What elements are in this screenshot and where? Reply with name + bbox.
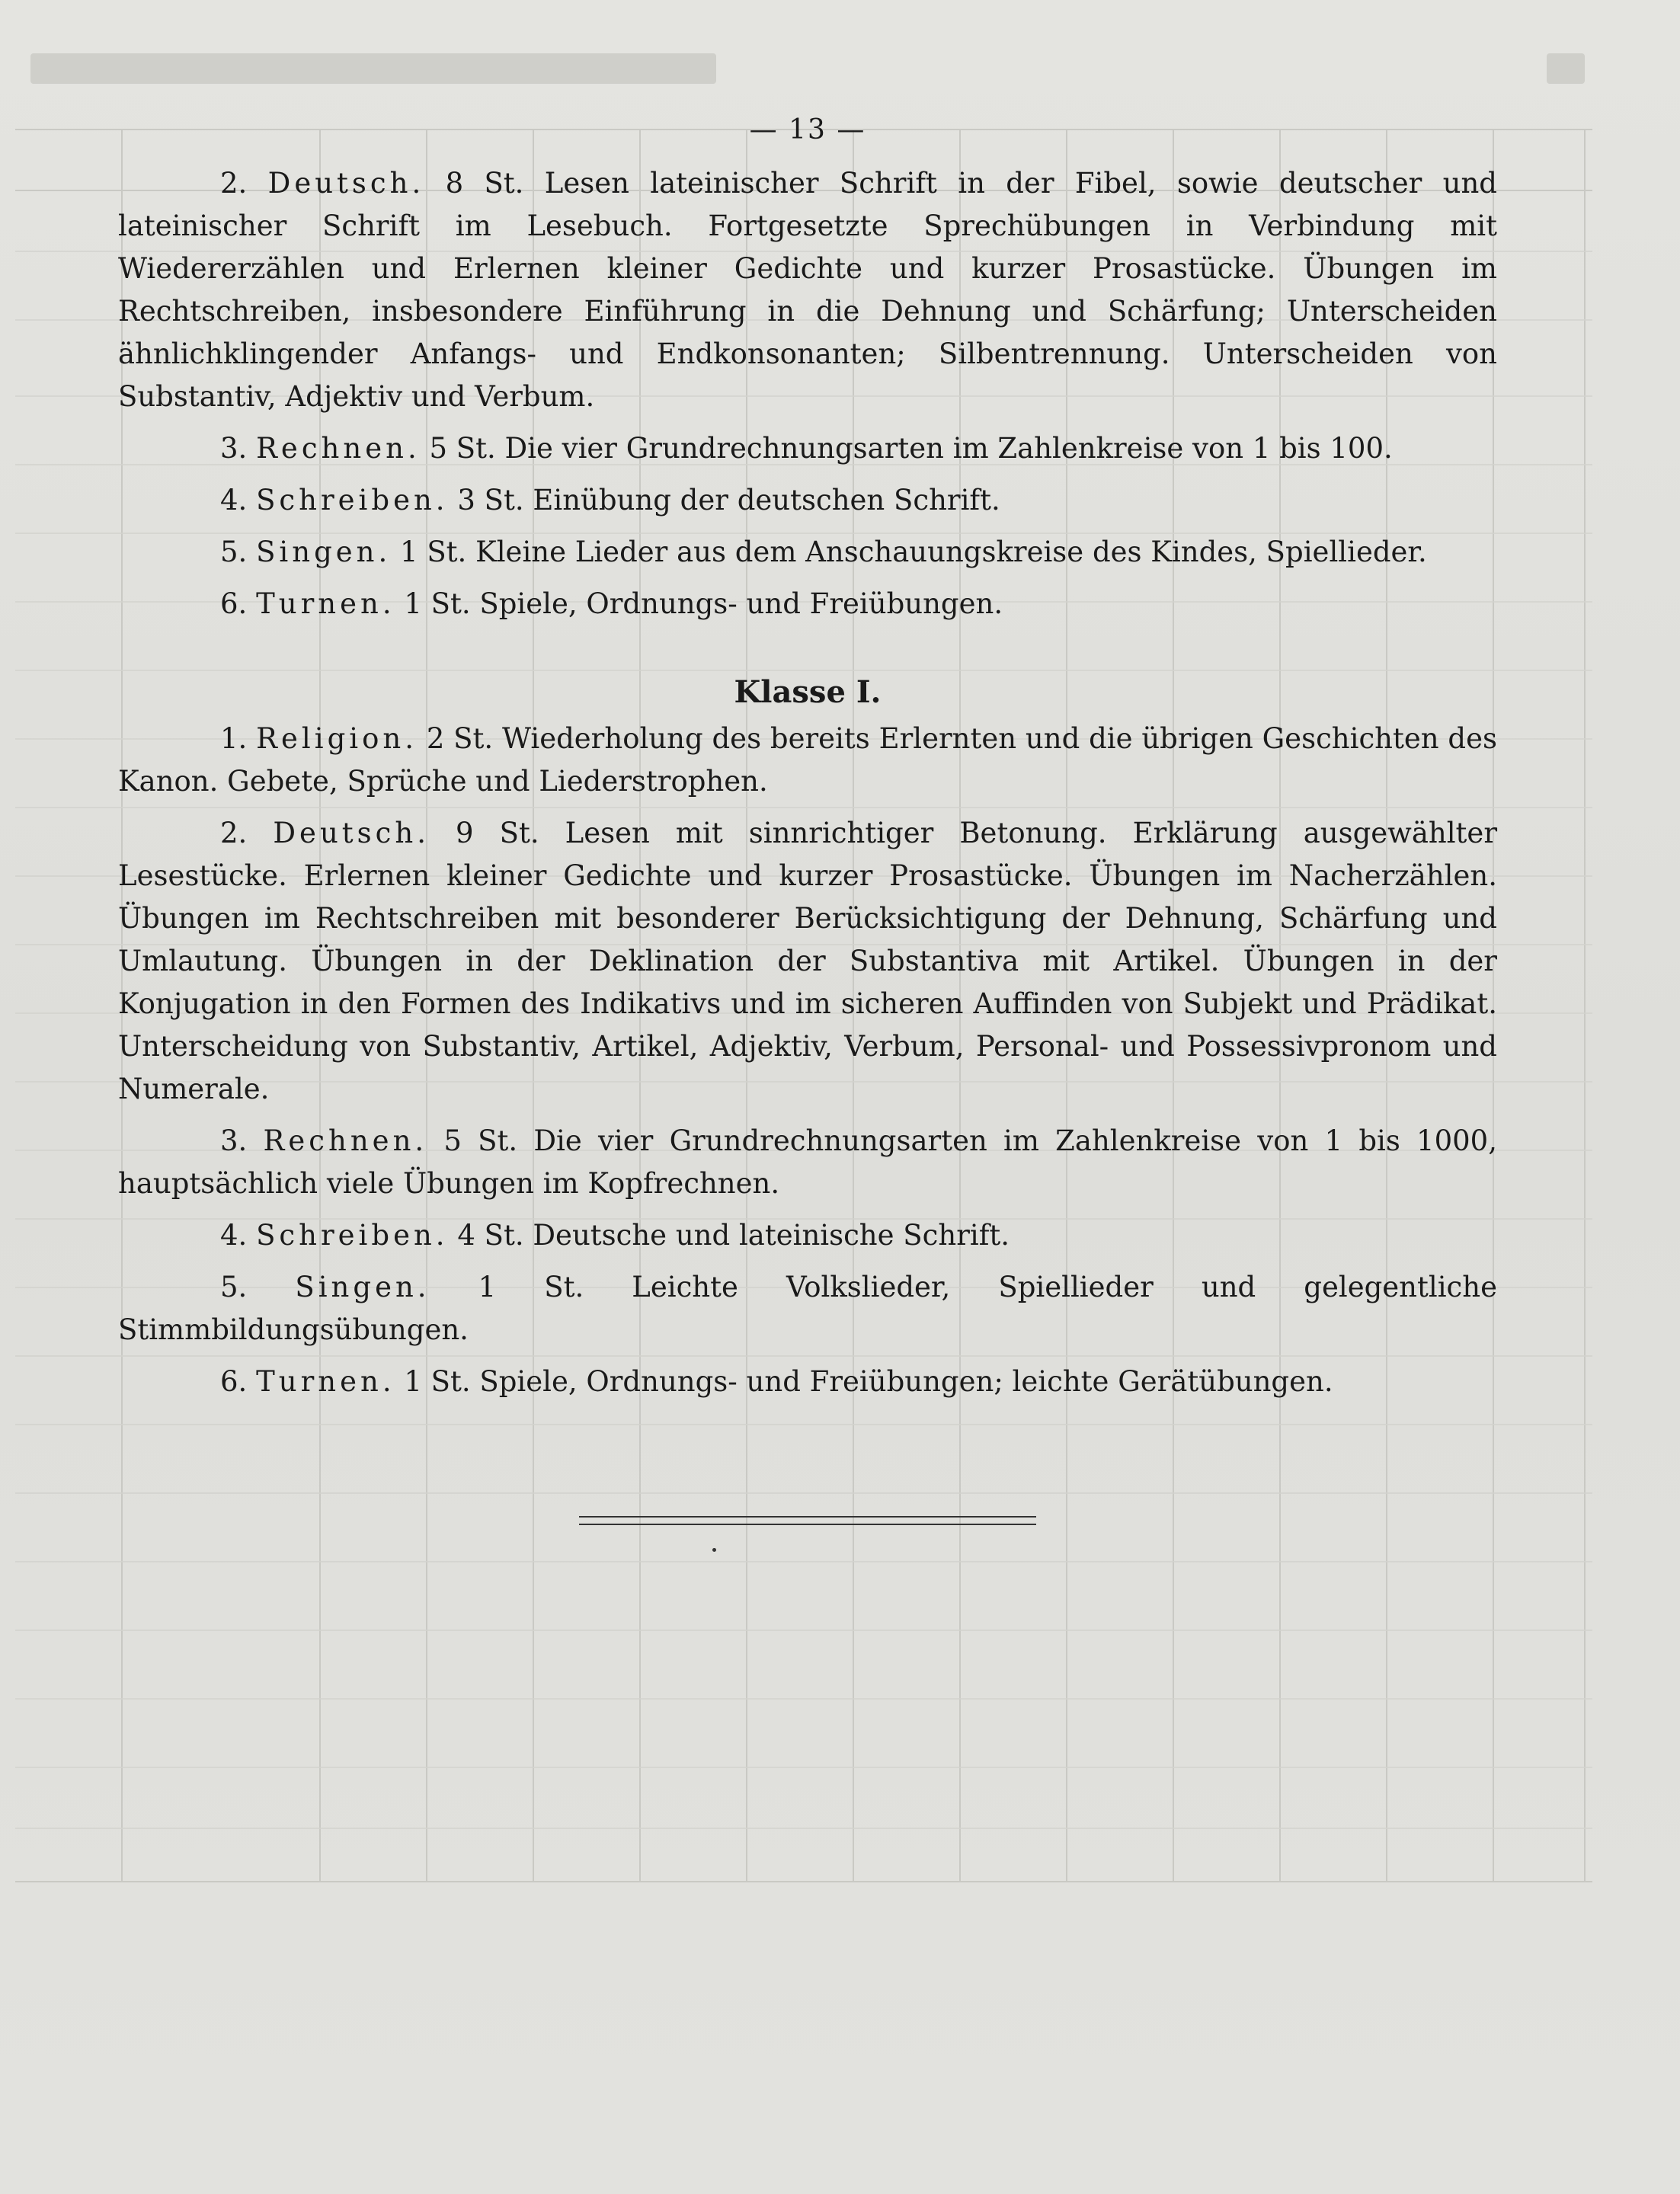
item-text: 1 St. Kleine Lieder aus dem Anschauungskreise des Kindes, Spiellieder.	[400, 536, 1427, 568]
item-subject: Deutsch.	[273, 817, 430, 849]
item-subject: Rechnen.	[256, 432, 421, 465]
item-text: 1 St. Spiele, Ordnungs- und Freiübungen.	[404, 587, 1003, 620]
item-number: 6.	[220, 1365, 248, 1398]
item-text: 1 St. Spiele, Ordnungs- und Freiübungen; leichte Gerätübungen.	[404, 1365, 1333, 1398]
upper-item-rechnen	[118, 427, 1497, 470]
closing-double-rule	[579, 1516, 1036, 1525]
item-text: 2 St. Wiederholung des bereits Erlernten und die übrigen Geschichten des Kanon. Gebete, Sprüche und Liederstrophen.	[118, 722, 1498, 798]
item-text: 5 St. Die vier Grundrechnungsarten im Zahlenkreise von 1 bis 1000, hauptsächlich viele Übungen im Kopfrechnen.	[118, 1124, 1497, 1200]
item-number: 5.	[220, 1271, 248, 1303]
item-subject: Schreiben.	[256, 1219, 449, 1252]
item-number: 3.	[220, 1124, 248, 1157]
item-text: 8 St. Lesen lateinischer Schrift in der Fibel, sowie deutscher und lateinischer Schrift im Lesebuch. Fortgesetzte Sprechübungen in Verbindung mit Wiedererzählen und Erlernen kleiner Gedichte und kurzer Prosastücke. Übungen im Rechtschreiben, insbesondere Einführung in die Dehnung und Schärfung; Unterscheiden ähnlichklingender Anfangs- und Endkonsonanten; Silbentrennung. Unterscheiden von Substantiv, Adjektiv und Verbum.	[118, 167, 1497, 413]
klasse1-item-turnen	[118, 1361, 1497, 1403]
item-text: 5 St. Die vier Grundrechnungsarten im Zahlenkreise von 1 bis 100.	[429, 432, 1393, 465]
item-subject: Religion.	[256, 722, 418, 755]
item-text: 9 St. Lesen mit sinnrichtiger Betonung. Erklärung ausgewählter Lesestücke. Erlernen kleiner Gedichte und kurzer Prosastücke. Übungen im Nacherzählen. Übungen im Rechtschreiben mit besonderer Berücksichtigung der Dehnung, Schärfung und Umlautung. Übungen in der Deklination der Substantiva mit Artikel. Übungen in der Konjugation in den Formen des Indikativs und im sicheren Auffinden von Subjekt und Prädikat. Unterscheidung von Substantiv, Artikel, Adjektiv, Verbum, Personal- und Possessivpronom und Numerale.	[118, 817, 1498, 1105]
item-subject: Singen.	[295, 1271, 430, 1303]
item-number: 4.	[220, 1219, 248, 1252]
item-subject: Schreiben.	[256, 484, 449, 517]
klasse1-item-religion	[118, 718, 1497, 803]
klasse1-item-schreiben	[118, 1214, 1497, 1257]
item-text: 3 St. Einübung der deutschen Schrift.	[457, 484, 1000, 517]
klasse1-item-rechnen	[118, 1120, 1497, 1205]
item-subject: Rechnen.	[263, 1124, 428, 1157]
klasse1-item-singen	[118, 1266, 1497, 1351]
section-gap	[118, 635, 1497, 674]
item-subject: Deutsch.	[267, 167, 425, 200]
item-text: 4 St. Deutsche und lateinische Schrift.	[457, 1219, 1010, 1252]
item-number: 3.	[220, 432, 248, 465]
page-number: — 13 —	[749, 114, 866, 146]
item-number: 6.	[220, 587, 248, 620]
item-number: 4.	[220, 484, 248, 517]
klasse1-item-deutsch	[118, 812, 1497, 1111]
item-text: 1 St. Leichte Volkslieder, Spiellieder und gelegentliche Stimmbildungsübungen.	[118, 1271, 1497, 1346]
upper-item-deutsch	[118, 162, 1497, 418]
item-number: 5.	[220, 536, 248, 568]
item-subject: Turnen.	[256, 587, 395, 620]
section-title-klasse-1: Klasse I.	[734, 674, 882, 710]
upper-item-turnen	[118, 583, 1497, 625]
item-number: 2.	[220, 817, 248, 849]
item-number: 1.	[220, 722, 248, 755]
upper-item-singen	[118, 531, 1497, 574]
page-content	[118, 114, 1497, 1412]
upper-item-schreiben	[118, 479, 1497, 522]
item-number: 2.	[220, 167, 248, 200]
item-subject: Singen.	[256, 536, 392, 568]
item-subject: Turnen.	[256, 1365, 395, 1398]
stray-dot	[712, 1548, 716, 1552]
